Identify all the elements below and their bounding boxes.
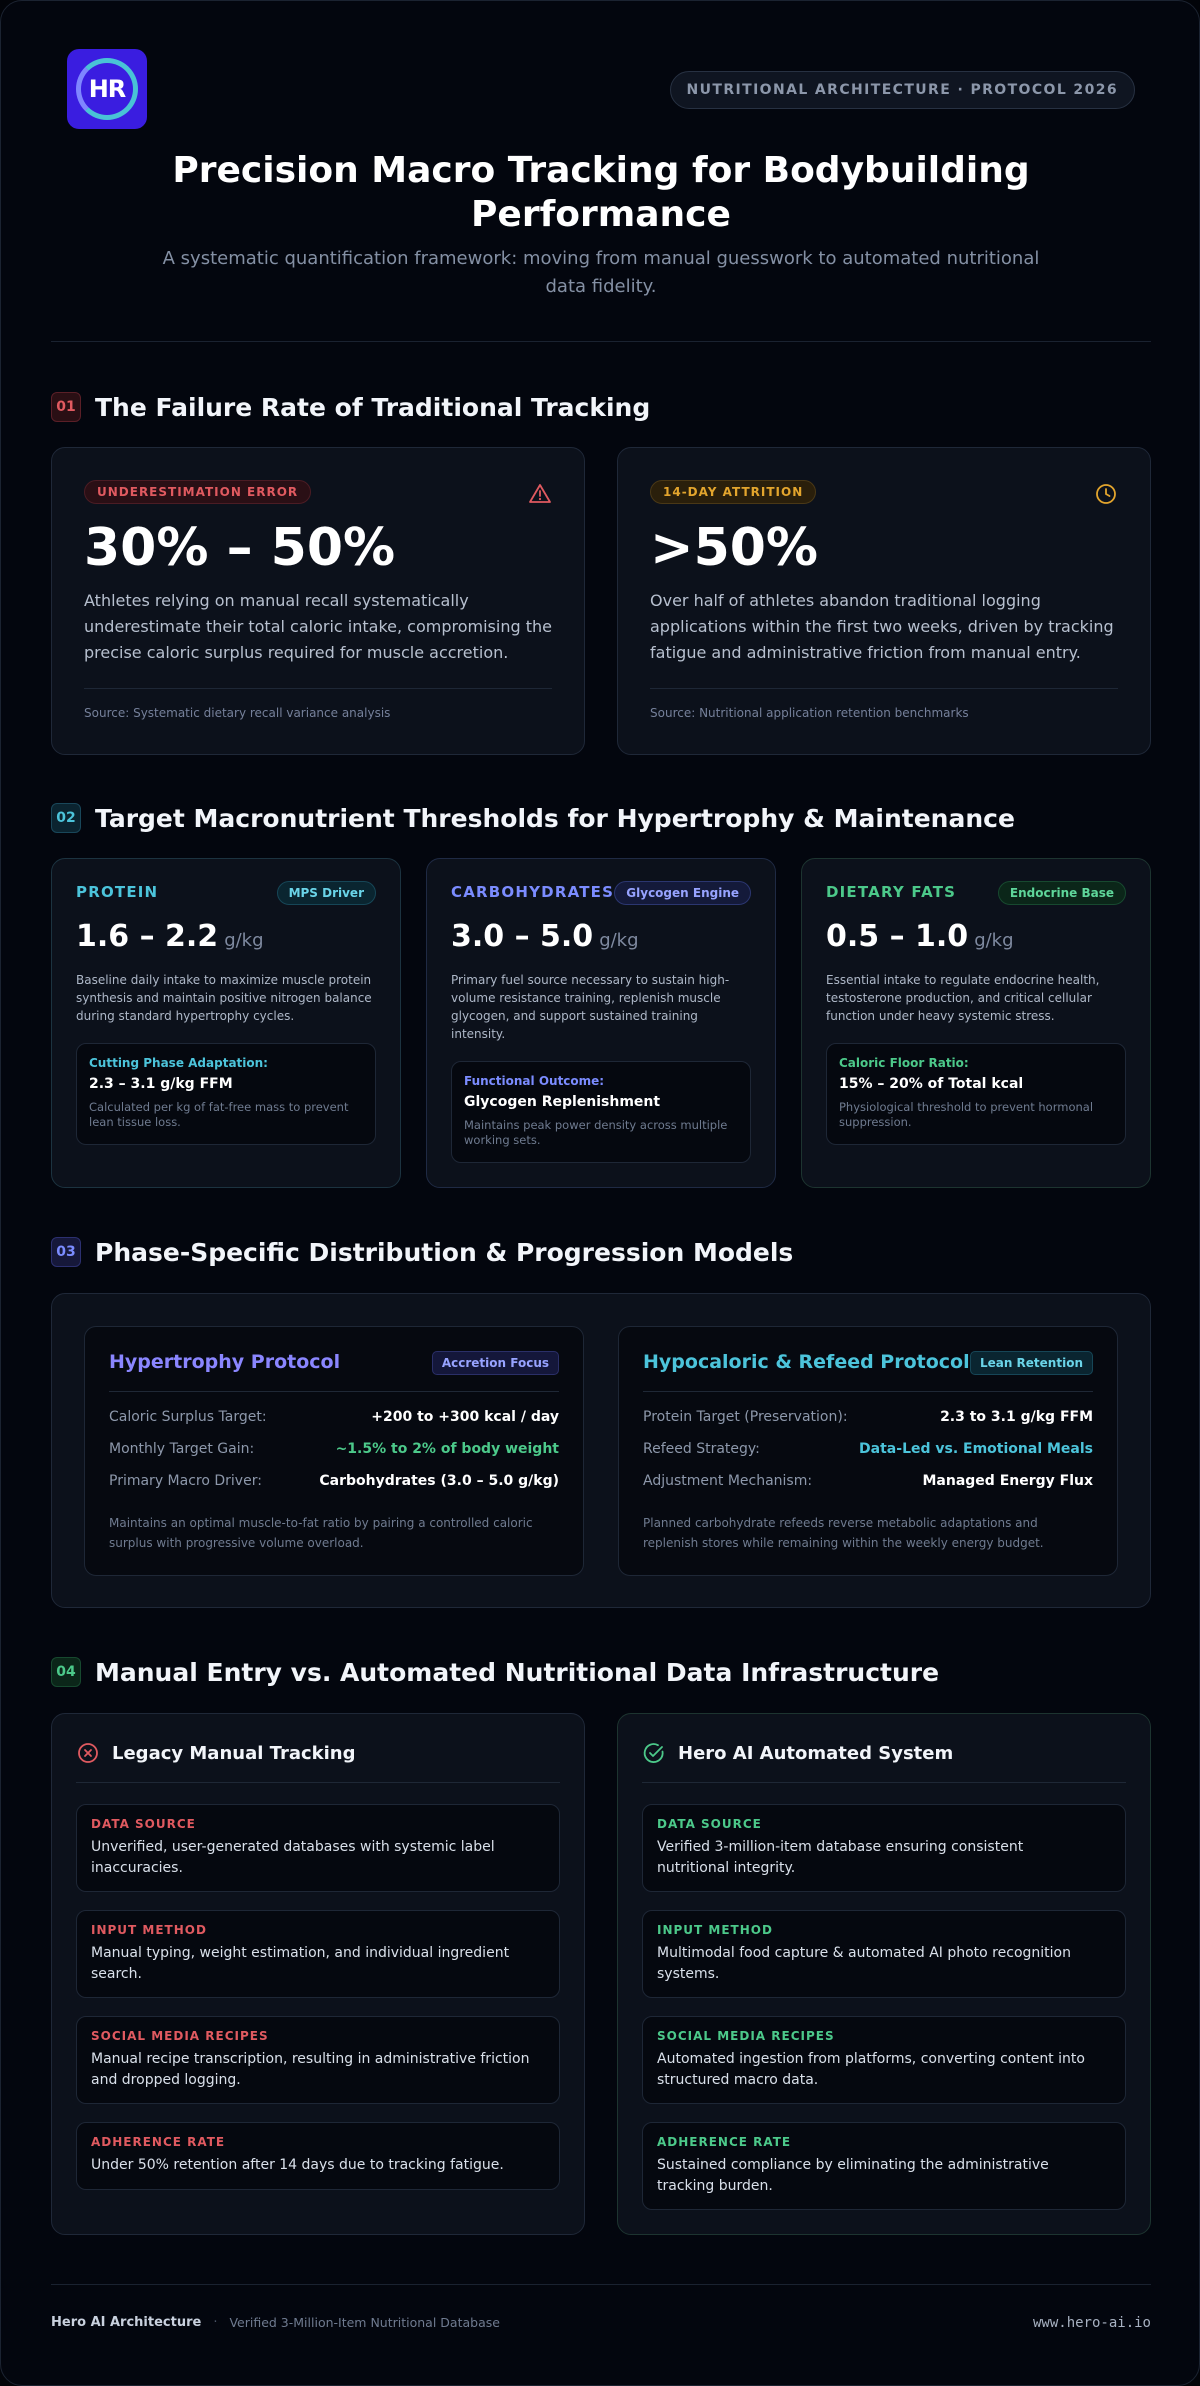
footer-divider <box>51 2284 1151 2285</box>
macro-card-dietary-fats <box>801 858 1151 1188</box>
item-label: INPUT METHOD <box>91 1923 207 1937</box>
stat-source: Source: Nutritional application retention benchmarks <box>650 706 969 720</box>
row-label: Protein Target (Preservation): <box>643 1409 848 1425</box>
row-label: Caloric Surplus Target: <box>109 1409 267 1425</box>
item-value: Sustained compliance by eliminating the administrative tracking burden. <box>657 2157 1049 2194</box>
item-value: Manual recipe transcription, resulting in administrative friction and dropped logging. <box>91 2051 530 2088</box>
comparison-divider <box>642 1782 1126 1783</box>
item-label: SOCIAL MEDIA RECIPES <box>91 2029 269 2043</box>
section-heading-04 <box>51 1656 939 1688</box>
row-label: Adjustment Mechanism: <box>643 1473 813 1489</box>
stat-description: Athletes relying on manual recall systematically underestimate their total caloric intake, compromising the precise caloric surplus required for muscle accretion. <box>84 591 552 662</box>
macro-description: Primary fuel source necessary to sustain high-volume resistance training, replenish muscle glycogen, and support sustained training intensity. <box>451 973 730 1041</box>
macro-detail-box <box>76 1043 376 1145</box>
stat-card-underestimation <box>51 447 585 755</box>
row-value: Data-Led vs. Emotional Meals <box>859 1441 1093 1457</box>
macro-description: Essential intake to regulate endocrine health, testosterone production, and critical cellular function under heavy systemic stress. <box>826 973 1100 1023</box>
detail-note: Maintains peak power density across multiple working sets. <box>464 1118 728 1147</box>
detail-label: Cutting Phase Adaptation: <box>89 1056 268 1070</box>
protocol-divider <box>643 1391 1093 1392</box>
detail-label: Caloric Floor Ratio: <box>839 1056 969 1070</box>
macro-detail-box <box>451 1061 751 1163</box>
protocol-title: Hypertrophy Protocol <box>109 1351 341 1373</box>
comparison-item <box>642 2122 1126 2210</box>
content-column <box>51 1 1151 2386</box>
macro-value-wrap <box>451 919 639 954</box>
comparison-item <box>642 1804 1126 1892</box>
footer-separator: · <box>213 2315 218 2330</box>
logo-text: HR <box>88 75 126 103</box>
macro-unit: g/kg <box>974 930 1014 951</box>
protocol-card-hypertrophy <box>84 1326 584 1576</box>
item-value: Automated ingestion from platforms, converting content into structured macro data. <box>657 2051 1085 2088</box>
item-label: ADHERENCE RATE <box>91 2135 226 2149</box>
macro-unit: g/kg <box>599 930 639 951</box>
footer-left <box>51 2315 500 2330</box>
row-label: Refeed Strategy: <box>643 1441 760 1457</box>
section-number: 01 <box>51 392 81 422</box>
section-title: Target Macronutrient Thresholds for Hypertrophy & Maintenance <box>95 803 1015 833</box>
section-number: 02 <box>51 803 81 833</box>
comparison-item <box>76 2122 560 2190</box>
protocol-chip: Accretion Focus <box>432 1351 559 1375</box>
row-value: Managed Energy Flux <box>922 1473 1093 1489</box>
comparison-item <box>642 1910 1126 1998</box>
detail-note: Calculated per kg of fat-free mass to prevent lean tissue loss. <box>89 1100 349 1129</box>
comparison-item <box>76 1804 560 1892</box>
macro-value-wrap <box>76 919 264 954</box>
section-heading-01 <box>51 391 650 423</box>
protocol-pill: NUTRITIONAL ARCHITECTURE · PROTOCOL 2026 <box>670 71 1136 109</box>
stat-source: Source: Systematic dietary recall variance analysis <box>84 706 391 720</box>
stat-value: >50% <box>650 518 819 578</box>
comparison-card-legacy <box>51 1713 585 2235</box>
row-value: 2.3 to 3.1 g/kg FFM <box>940 1409 1093 1425</box>
macro-value-wrap <box>826 919 1014 954</box>
stat-description: Over half of athletes abandon traditional logging applications within the first two weeks, driven by tracking fatigue and administrative friction from manual entry. <box>650 591 1114 662</box>
x-circle-icon <box>76 1741 100 1765</box>
macro-value: 1.6 – 2.2 <box>76 919 219 954</box>
item-label: DATA SOURCE <box>657 1817 762 1831</box>
item-value: Under 50% retention after 14 days due to tracking fatigue. <box>91 2157 504 2173</box>
row-value: +200 to +300 kcal / day <box>371 1409 559 1425</box>
footer-subtitle: Verified 3-Million-Item Nutritional Database <box>229 2315 500 2330</box>
macro-label: PROTEIN <box>76 883 159 901</box>
comparison-item <box>76 2016 560 2104</box>
logo-ring <box>76 58 138 120</box>
section-number: 04 <box>51 1657 81 1687</box>
page-subtitle: A systematic quantification framework: moving from manual guesswork to automated nutritional data fidelity. <box>162 248 1040 297</box>
detail-value: 15% – 20% of Total kcal <box>839 1076 1024 1092</box>
item-value: Unverified, user-generated databases with systemic label inaccuracies. <box>91 1839 495 1876</box>
detail-value: Glycogen Replenishment <box>464 1094 661 1110</box>
stat-card-attrition <box>617 447 1151 755</box>
item-value: Multimodal food capture & automated AI photo recognition systems. <box>657 1945 1071 1982</box>
comparison-title: Hero AI Automated System <box>678 1742 954 1764</box>
warning-triangle-icon <box>528 482 552 506</box>
macro-chip: Endocrine Base <box>998 881 1126 905</box>
row-value: Carbohydrates (3.0 – 5.0 g/kg) <box>319 1473 559 1489</box>
macro-unit: g/kg <box>224 930 264 951</box>
clock-icon <box>1094 482 1118 506</box>
detail-note: Physiological threshold to prevent hormonal suppression. <box>839 1100 1094 1129</box>
comparison-divider <box>76 1782 560 1783</box>
row-label: Primary Macro Driver: <box>109 1473 262 1489</box>
macro-detail-box <box>826 1043 1126 1145</box>
detail-label: Functional Outcome: <box>464 1074 605 1088</box>
macro-card-carbohydrates <box>426 858 776 1188</box>
macro-chip: MPS Driver <box>277 881 376 905</box>
row-value: ~1.5% to 2% of body weight <box>335 1441 559 1457</box>
macro-label: CARBOHYDRATES <box>451 883 615 901</box>
comparison-card-hero-ai <box>617 1713 1151 2235</box>
card-divider <box>84 688 552 689</box>
macro-description: Baseline daily intake to maximize muscle protein synthesis and maintain positive nitrogen balance during standard hypertrophy cycles. <box>76 973 372 1023</box>
protocol-card-hypocaloric <box>618 1326 1118 1576</box>
macro-card-protein <box>51 858 401 1188</box>
footer-url-link[interactable]: www.hero-ai.io <box>1032 2315 1151 2331</box>
macro-chip: Glycogen Engine <box>614 881 751 905</box>
page-title: Precision Macro Tracking for Bodybuilding Performance <box>172 150 1030 235</box>
protocols-panel <box>51 1293 1151 1608</box>
protocol-note: Maintains an optimal muscle-to-fat ratio by pairing a controlled caloric surplus with progressive volume overload. <box>109 1516 533 1550</box>
macro-value: 0.5 – 1.0 <box>826 919 969 954</box>
comparison-header <box>76 1740 355 1766</box>
section-title: The Failure Rate of Traditional Tracking <box>95 392 651 422</box>
row-label: Monthly Target Gain: <box>109 1441 255 1457</box>
detail-value: 2.3 – 3.1 g/kg FFM <box>89 1076 233 1092</box>
protocol-chip: Lean Retention <box>970 1351 1093 1375</box>
macro-label: DIETARY FATS <box>826 883 957 901</box>
comparison-item <box>642 2016 1126 2104</box>
item-label: DATA SOURCE <box>91 1817 196 1831</box>
item-label: SOCIAL MEDIA RECIPES <box>657 2029 835 2043</box>
comparison-title: Legacy Manual Tracking <box>112 1742 356 1764</box>
macro-value: 3.0 – 5.0 <box>451 919 594 954</box>
item-value: Manual typing, weight estimation, and individual ingredient search. <box>91 1945 510 1982</box>
protocol-title: Hypocaloric & Refeed Protocol <box>643 1351 970 1373</box>
item-label: INPUT METHOD <box>657 1923 773 1937</box>
section-heading-03 <box>51 1236 793 1268</box>
brand-logo <box>67 49 147 129</box>
protocol-note: Planned carbohydrate refeeds reverse metabolic adaptations and replenish stores while remaining within the weekly energy budget. <box>643 1516 1044 1550</box>
stat-value: 30% – 50% <box>84 518 396 578</box>
item-value: Verified 3-million-item database ensuring consistent nutritional integrity. <box>657 1839 1024 1876</box>
section-number: 03 <box>51 1237 81 1267</box>
stat-badge: 14-DAY ATTRITION <box>650 480 816 504</box>
stat-badge: UNDERESTIMATION ERROR <box>84 480 311 504</box>
section-heading-02 <box>51 802 1015 834</box>
header-divider <box>51 341 1151 342</box>
footer-brand: Hero AI Architecture <box>51 2315 202 2330</box>
item-label: ADHERENCE RATE <box>657 2135 792 2149</box>
check-circle-icon <box>642 1741 666 1765</box>
card-divider <box>650 688 1118 689</box>
section-title: Phase-Specific Distribution & Progression Models <box>95 1237 794 1267</box>
comparison-item <box>76 1910 560 1998</box>
comparison-header <box>642 1740 953 1766</box>
section-title: Manual Entry vs. Automated Nutritional Data Infrastructure <box>95 1657 940 1687</box>
protocol-divider <box>109 1391 559 1392</box>
